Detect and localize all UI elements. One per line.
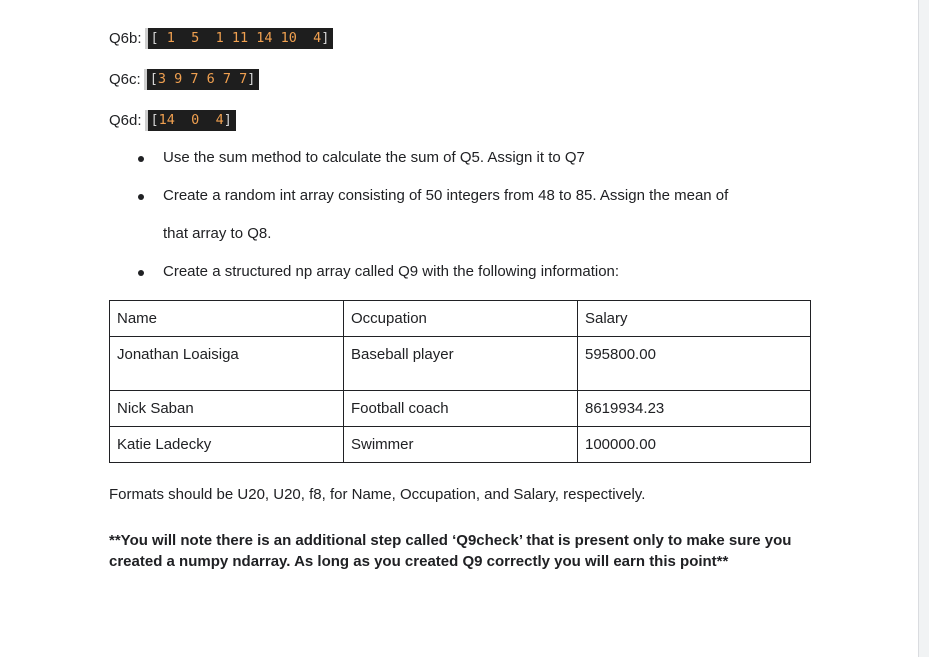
table-cell: Baseball player (344, 337, 578, 391)
q6d-line (109, 110, 236, 131)
table-cell: Swimmer (344, 427, 578, 463)
table-cell: 8619934.23 (578, 391, 811, 427)
q6b-open-bracket: [ (150, 30, 159, 46)
q9-info-table (109, 300, 811, 463)
formats-note: Formats should be U20, U20, f8, for Name, Occupation, and Salary, respectively. (109, 486, 646, 503)
table-header-cell: Name (110, 301, 344, 337)
q6b-output (145, 28, 334, 49)
bullet-text-continuation: that array to Q8. (163, 225, 272, 242)
table-cell: Jonathan Loaisiga (110, 337, 344, 391)
q6b-close-bracket: ] (321, 30, 330, 46)
q9check-note: **You will note there is an additional step called ‘Q9check’ that is present only to make sure you created a numpy ndarray. As long as you created Q9 correctly you will earn this point** (109, 532, 792, 570)
q6b-values: 1 5 1 11 14 10 4 (158, 30, 322, 46)
q6c-close-bracket: ] (247, 71, 256, 87)
table-cell: 595800.00 (578, 337, 811, 391)
q6c-label: Q6c: (109, 71, 141, 88)
table-cell: Katie Ladecky (110, 427, 344, 463)
q6d-open-bracket: [ (150, 112, 159, 128)
q6b-line (109, 28, 333, 49)
q6c-line (109, 69, 259, 90)
bullet-text: Create a structured np array called Q9 with the following information: (163, 263, 620, 280)
table-header-cell: Occupation (344, 301, 578, 337)
table-header-row (110, 301, 811, 337)
table-header-cell: Salary (578, 301, 811, 337)
table-row (110, 427, 811, 463)
q6d-close-bracket: ] (223, 112, 232, 128)
bullet-text: Use the sum method to calculate the sum of Q5. Assign it to Q7 (163, 149, 585, 166)
q6d-label: Q6d: (109, 112, 142, 129)
table-cell: Football coach (344, 391, 578, 427)
table-row (110, 337, 811, 391)
q6c-open-bracket: [ (149, 71, 158, 87)
q6d-values: 14 0 4 (158, 112, 224, 128)
q6c-output (144, 69, 260, 90)
q6c-values: 3 9 7 6 7 7 (157, 71, 248, 87)
bullet-dot (138, 270, 144, 276)
table-cell: 100000.00 (578, 427, 811, 463)
bullet-dot (138, 194, 144, 200)
q6d-output (145, 110, 236, 131)
bullet-text: Create a random int array consisting of 50 integers from 48 to 85. Assign the mean of (163, 187, 729, 204)
table-row (110, 391, 811, 427)
bullet-dot (138, 156, 144, 162)
vertical-scrollbar[interactable] (919, 0, 929, 657)
table-cell: Nick Saban (110, 391, 344, 427)
q6b-label: Q6b: (109, 30, 142, 47)
